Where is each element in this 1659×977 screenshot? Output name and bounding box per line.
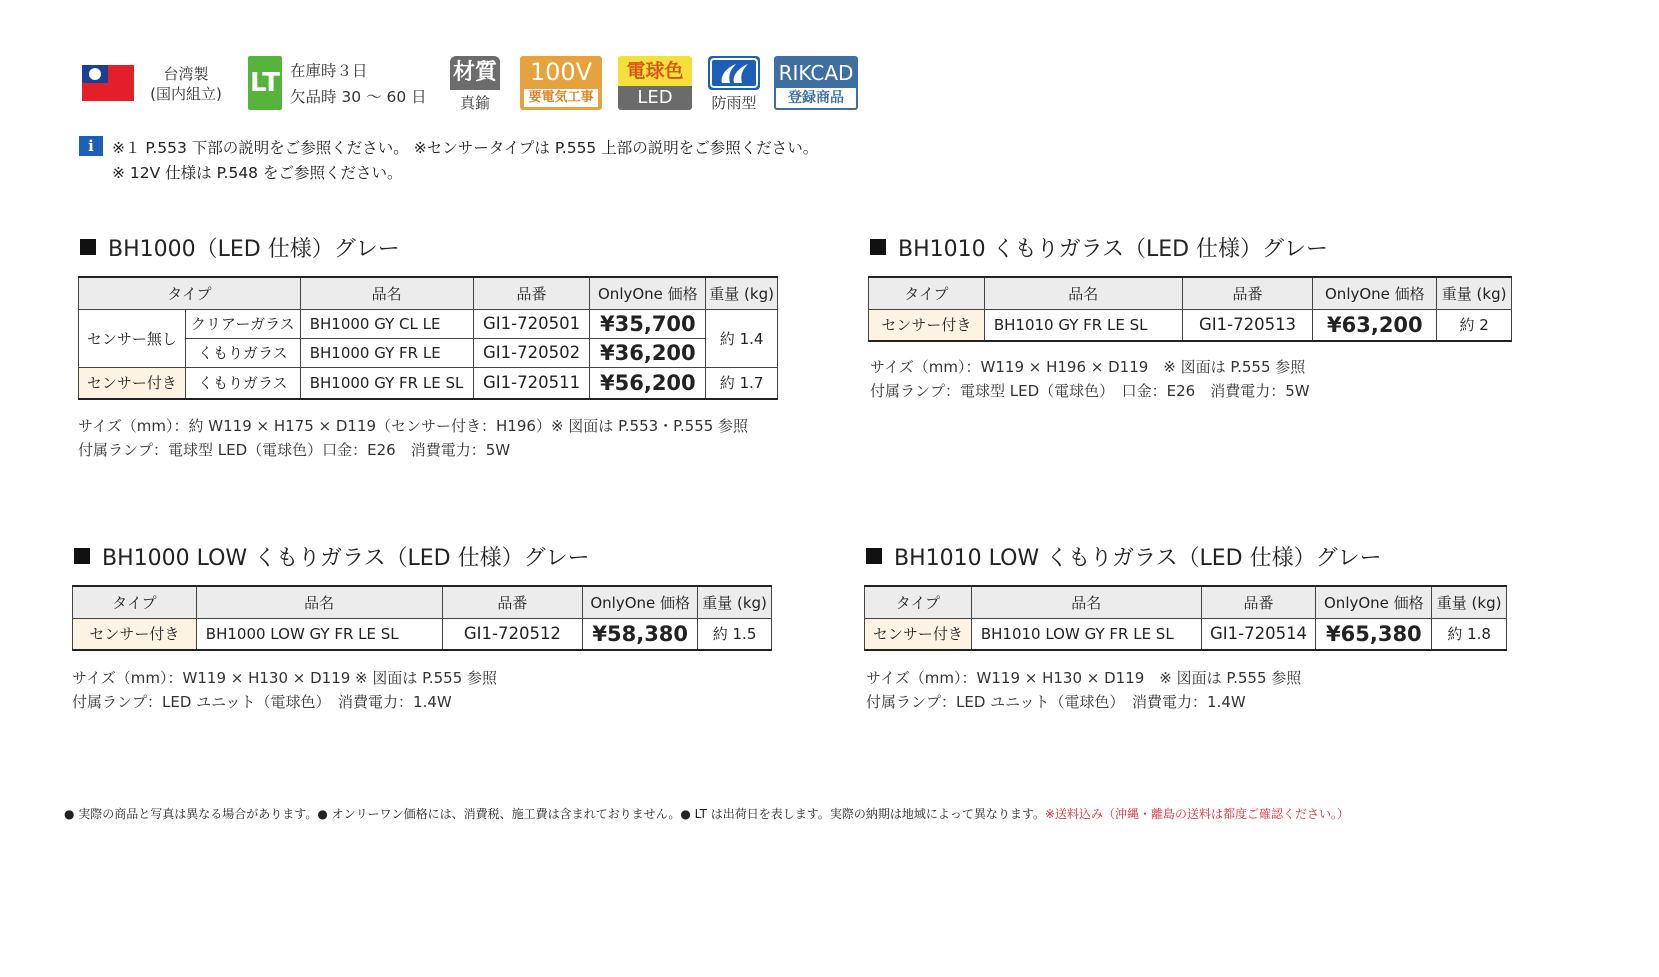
header-weight: 重量 (kg) <box>698 586 772 618</box>
led-badge <box>618 56 692 110</box>
header-weight: 重量 (kg) <box>706 277 778 309</box>
led-label: LED <box>618 86 692 110</box>
section-title-bh1000 <box>80 232 400 263</box>
header-name: 品名 <box>971 586 1201 618</box>
name-cell: BH1010 GY FR LE SL <box>984 309 1182 341</box>
price-cell: ¥65,380 <box>1316 618 1432 650</box>
price-cell: ¥36,200 <box>590 338 706 367</box>
origin-line1: 台湾製 <box>163 65 209 83</box>
type-cell: センサー付き <box>869 309 985 341</box>
lead-time-backorder: 欠品時 30 〜 60 日 <box>290 88 427 106</box>
voltage-note: 要電気工事 <box>524 89 598 107</box>
spec-lamp: 付属ランプ：LED ユニット（電球色） 消費電力：1.4W <box>866 693 1246 711</box>
subtype-cell: くもりガラス <box>185 338 300 367</box>
info-icon: i <box>79 136 103 156</box>
spec-block-bh1010 <box>870 355 1310 403</box>
note-line2: ※ 12V 仕様は P.548 をご参照ください。 <box>112 164 403 182</box>
header-price: OnlyOne 価格 <box>583 586 698 618</box>
square-bullet-icon <box>74 548 90 564</box>
section-title-bh1010-low <box>866 541 1382 572</box>
spec-lamp: 付属ランプ：電球型 LED（電球色） 口金：E26 消費電力：5W <box>870 382 1310 400</box>
rikcad-badge <box>774 56 858 110</box>
header-price: OnlyOne 価格 <box>1316 586 1432 618</box>
footer-text: ● 実際の商品と写真は異なる場合があります。● オンリーワン価格には、消費税、施工費は含まれておりません。● LT は出荷日を表します。実際の納期は地域によって異なります。 <box>64 807 1045 821</box>
subtype-cell: クリアーガラス <box>185 309 300 338</box>
weight-cell: 約 1.7 <box>706 367 778 399</box>
number-cell: GI1-720514 <box>1201 618 1316 650</box>
header-weight: 重量 (kg) <box>1432 586 1507 618</box>
header-name: 品名 <box>300 277 473 309</box>
name-cell: BH1010 LOW GY FR LE SL <box>971 618 1201 650</box>
header-number: 品番 <box>442 586 583 618</box>
name-cell: BH1000 LOW GY FR LE SL <box>196 618 442 650</box>
weight-cell: 約 1.5 <box>698 618 772 650</box>
square-bullet-icon <box>870 239 886 255</box>
section-title-text: BH1000 LOW くもりガラス（LED 仕様）グレー <box>102 546 590 571</box>
lead-time-stock: 在庫時３日 <box>290 62 368 80</box>
origin-line2: (国内組立) <box>150 85 222 103</box>
header-name: 品名 <box>196 586 442 618</box>
table-row <box>79 367 778 399</box>
header-type: タイプ <box>865 586 972 618</box>
spec-size: サイズ（mm）：W119 × H196 × D119 ※ 図面は P.555 参照 <box>870 358 1306 376</box>
number-cell: GI1-720501 <box>473 309 590 338</box>
table-row <box>869 309 1512 341</box>
name-cell: BH1000 GY CL LE <box>300 309 473 338</box>
lt-badge: LT <box>248 56 282 110</box>
spec-block-bh1000 <box>78 414 748 462</box>
material-label: 真鍮 <box>459 94 490 112</box>
origin-label <box>142 64 230 104</box>
rain-drop-icon <box>708 56 760 90</box>
type-cell: センサー無し <box>79 309 186 367</box>
voltage-badge <box>520 56 602 110</box>
note-line1: ※１ P.553 下部の説明をご参照ください。 ※センサータイプは P.555 上部の説明をご参照ください。 <box>112 139 819 157</box>
product-table-bh1000 <box>78 276 778 400</box>
footer-note <box>64 805 1349 822</box>
spec-block-bh1010-low <box>866 666 1301 714</box>
voltage-value: 100V <box>529 58 593 86</box>
number-cell: GI1-720511 <box>473 367 590 399</box>
footer-shipping-note: ※送料込み（沖縄・離島の送料は都度ご確認ください。） <box>1044 807 1349 821</box>
header-name: 品名 <box>984 277 1182 309</box>
header-type: タイプ <box>79 277 301 309</box>
number-cell: GI1-720512 <box>442 618 583 650</box>
section-title-bh1000-low <box>74 541 590 572</box>
header-price: OnlyOne 価格 <box>590 277 706 309</box>
weight-cell: 約 1.8 <box>1432 618 1507 650</box>
spec-size: サイズ（mm）：W119 × H130 × D119 ※ 図面は P.555 参照 <box>72 669 498 687</box>
taiwan-flag-icon <box>82 65 134 101</box>
lead-time-text <box>290 58 427 110</box>
table-header <box>865 586 1507 618</box>
material-badge: 材質 <box>450 56 500 90</box>
spec-lamp: 付属ランプ：LED ユニット（電球色） 消費電力：1.4W <box>72 693 452 711</box>
number-cell: GI1-720502 <box>473 338 590 367</box>
spec-size: サイズ（mm）：W119 × H130 × D119 ※ 図面は P.555 参照 <box>866 669 1302 687</box>
spec-size: サイズ（mm）：約 W119 × H175 × D119（センサー付き：H196）※ 図面は P.553・P.555 参照 <box>78 417 749 435</box>
product-table-bh1010-low <box>864 585 1507 651</box>
header-type: タイプ <box>869 277 985 309</box>
header-weight: 重量 (kg) <box>1437 277 1512 309</box>
price-cell: ¥56,200 <box>590 367 706 399</box>
header-number: 品番 <box>1182 277 1313 309</box>
spec-lamp: 付属ランプ：電球型 LED（電球色）口金：E26 消費電力：5W <box>78 441 511 459</box>
table-header <box>79 277 778 309</box>
header-number: 品番 <box>1201 586 1316 618</box>
name-cell: BH1000 GY FR LE SL <box>300 367 473 399</box>
number-cell: GI1-720513 <box>1182 309 1313 341</box>
led-color: 電球色 <box>618 56 692 86</box>
type-cell: センサー付き <box>79 367 186 399</box>
name-cell: BH1000 GY FR LE <box>300 338 473 367</box>
type-cell: センサー付き <box>865 618 972 650</box>
price-cell: ¥35,700 <box>590 309 706 338</box>
section-title-text: BH1010 くもりガラス（LED 仕様）グレー <box>898 237 1329 262</box>
table-row <box>865 618 1507 650</box>
subtype-cell: くもりガラス <box>185 367 300 399</box>
product-table-bh1000-low <box>72 585 772 651</box>
rikcad-registered: 登録商品 <box>788 90 844 106</box>
header-number: 品番 <box>473 277 590 309</box>
header-type: タイプ <box>73 586 197 618</box>
type-cell: センサー付き <box>73 618 197 650</box>
table-row <box>79 309 778 338</box>
section-title-text: BH1000（LED 仕様）グレー <box>108 237 400 262</box>
price-cell: ¥58,380 <box>583 618 698 650</box>
price-cell: ¥63,200 <box>1313 309 1437 341</box>
weight-cell: 約 1.4 <box>706 309 778 367</box>
table-row <box>73 618 772 650</box>
spec-block-bh1000-low <box>72 666 497 714</box>
square-bullet-icon <box>866 548 882 564</box>
table-header <box>869 277 1512 309</box>
section-title-text: BH1010 LOW くもりガラス（LED 仕様）グレー <box>894 546 1382 571</box>
header-price: OnlyOne 価格 <box>1313 277 1437 309</box>
product-table-bh1010 <box>868 276 1512 342</box>
rikcad-title: RIKCAD <box>776 58 856 88</box>
table-header <box>73 586 772 618</box>
rainproof-label: 防雨型 <box>711 94 757 112</box>
section-title-bh1010 <box>870 232 1328 263</box>
weight-cell: 約 2 <box>1437 309 1512 341</box>
square-bullet-icon <box>80 239 96 255</box>
